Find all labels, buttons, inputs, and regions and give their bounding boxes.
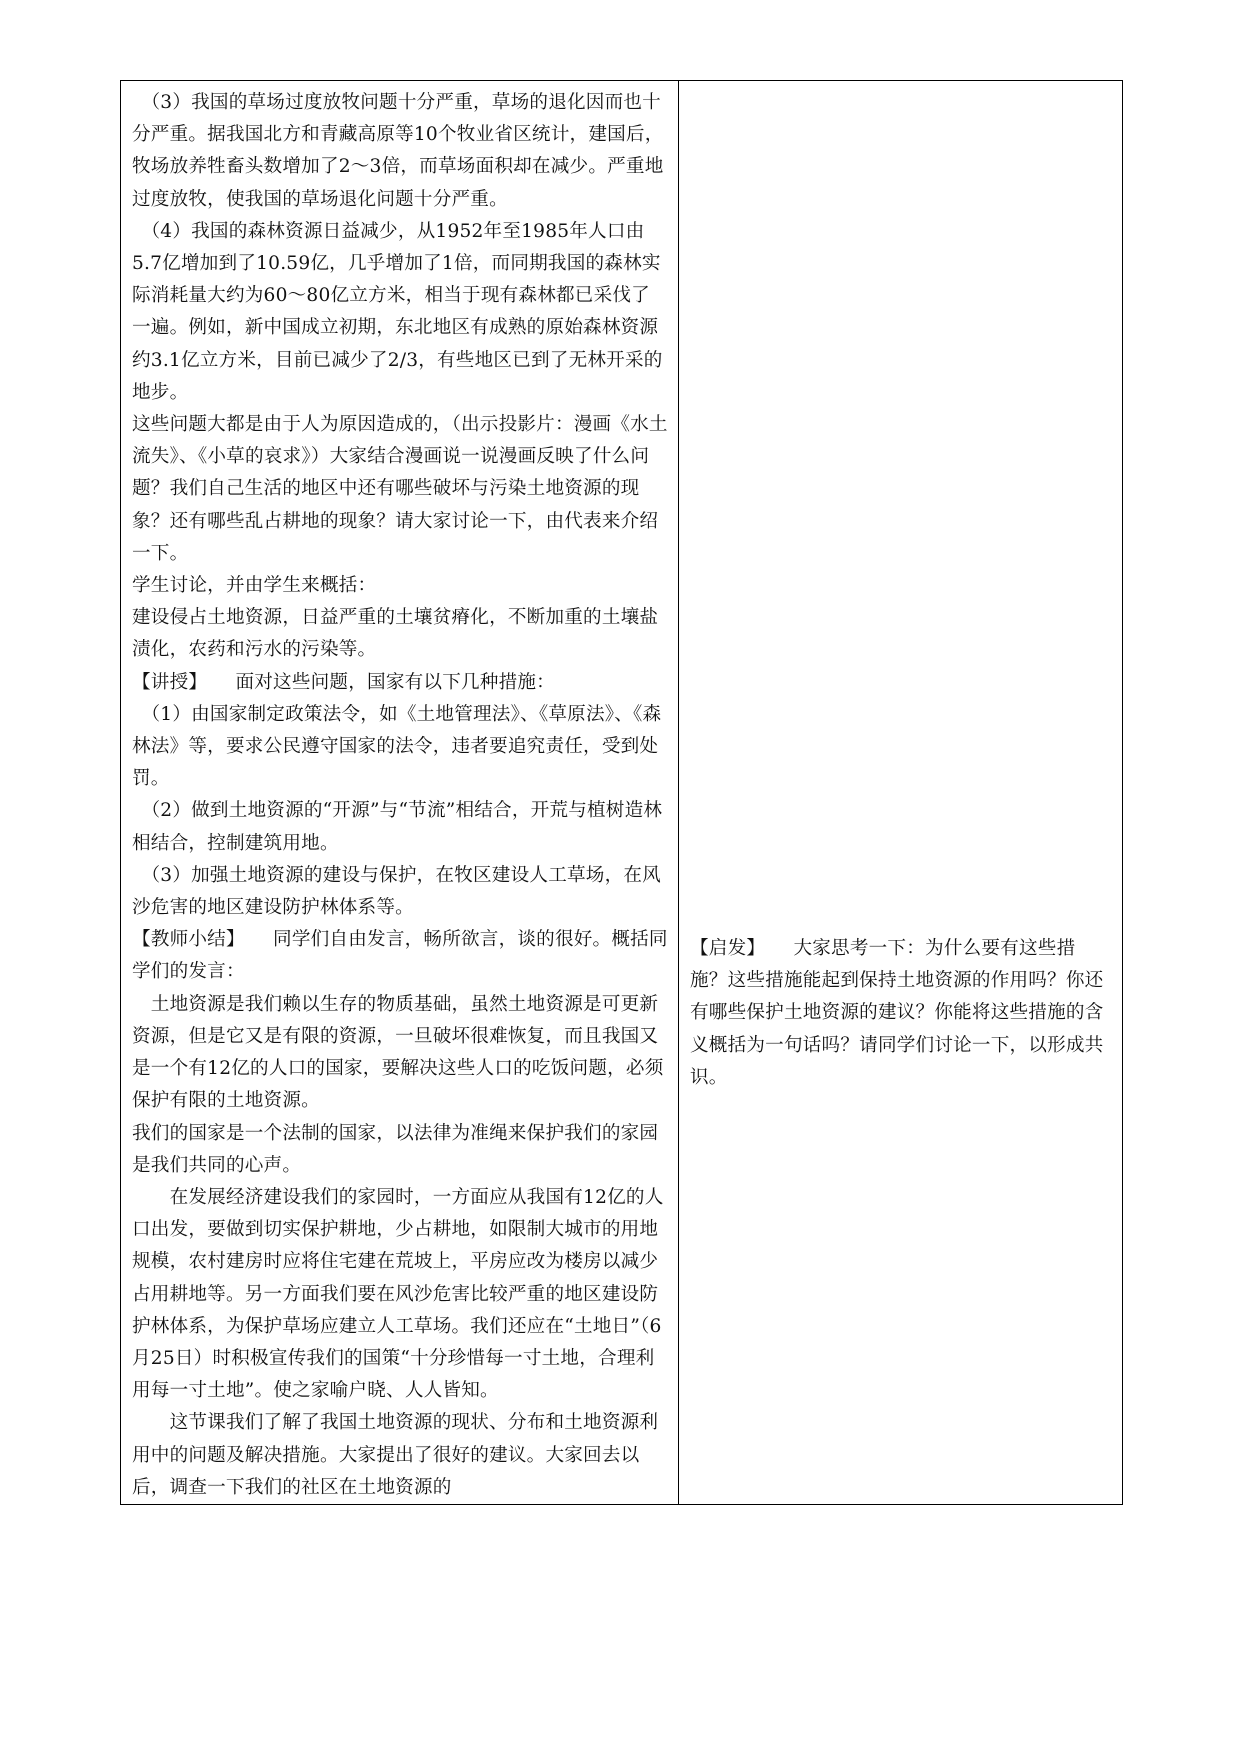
paragraph-inspiration: 【启发】 大家思考一下：为什么要有这些措施？这些措施能起到保持土地资源的作用吗？你还有哪些保护土地资源的建议？你能将这些措施的含义概括为一句话吗？请同学们讨论一下，以形成共识。 <box>690 938 1104 1088</box>
paragraph-measure-1: （1）由国家制定政策法令，如《土地管理法》、《草原法》、《森林法》等，要求公民遵守国家的法令，违者要追究责任，受到处罚。 <box>132 703 662 790</box>
teacher-notes-cell <box>679 81 1123 1505</box>
paragraph-cartoon-discussion: 这些问题大都是由于人为原因造成的，（出示投影片：漫画《水土流失》、《小草的哀求》）大家结合漫画说一说漫画反映了什么问题？我们自己生活的地区中还有哪些破坏与污染土地资源的现象？还有哪些乱占耕地的现象？请大家讨论一下，由代表来介绍一下。 <box>132 414 668 564</box>
paragraph-measure-3: （3）加强土地资源的建设与保护，在牧区建设人工草场，在风沙危害的地区建设防护林体系等。 <box>132 864 661 919</box>
paragraph-grassland: （3）我国的草场过度放牧问题十分严重，草场的退化因而也十分严重。据我国北方和青藏高原等10个牧业省区统计，建国后，牧场放养牲畜头数增加了2～3倍，而草场面积却在减少。严重地过度放牧，使我国的草场退化问题十分严重。 <box>132 92 664 210</box>
paragraph-economic-development: 在发展经济建设我们的家园时，一方面应从我国有12亿的人口出发，要做到切实保护耕地，少占耕地，如限制大城市的用地规模，农村建房时应将住宅建在荒坡上，平房应改为楼房以减少占用耕地等。另一方面我们要在风沙危害比较严重的地区建设防护林体系，为保护草场应建立人工草场。我们还应在“土地日”（6月25日）时积极宣传我们的国策“十分珍惜每一寸土地，合理利用每一寸土地”。使之家喻户晓、人人皆知。 <box>132 1186 664 1402</box>
paragraph-forest: （4）我国的森林资源日益减少，从1952年至1985年人口由5.7亿增加到了10.59亿，几乎增加了1倍，而同期我国的森林实际消耗量大约为60～80亿立方米，相当于现有森林都已采伐了一遍。例如，新中国成立初期，东北地区有成熟的原始森林资源约3.1亿立方米，目前已减少了2/3，有些地区已到了无林开采的地步。 <box>132 220 663 403</box>
paragraph-land-resource-basis: 土地资源是我们赖以生存的物质基础，虽然土地资源是可更新资源，但是它又是有限的资源，一旦破坏很难恢复，而且我国又是一个有12亿的人口的国家，要解决这些人口的吃饭问题，必须保护有限的土地资源。 <box>132 993 664 1112</box>
paragraph-student-summary: 建设侵占土地资源，日益严重的土壤贫瘠化，不断加重的土壤盐渍化，农药和污水的污染等。 <box>132 607 659 661</box>
teacher-notes-text <box>679 81 1122 1094</box>
paragraph-rule-of-law: 我们的国家是一个法制的国家，以法律为准绳来保护我们的家园是我们共同的心声。 <box>132 1122 659 1176</box>
paragraph-teacher-summary: 【教师小结】 同学们自由发言，畅所欲言，谈的很好。概括同学们的发言： <box>132 929 668 983</box>
teaching-content-text <box>121 81 678 1504</box>
paragraph-measure-2: （2）做到土地资源的“开源”与“节流”相结合，开荒与植树造林相结合，控制建筑用地。 <box>132 800 663 854</box>
paragraph-student-discussion: 学生讨论，并由学生来概括： <box>132 575 377 597</box>
teaching-content-cell <box>121 81 679 1505</box>
paragraph-lecture-heading: 【讲授】 面对这些问题，国家有以下几种措施： <box>132 671 555 693</box>
paragraph-lesson-review: 这节课我们了解了我国土地资源的现状、分布和土地资源利用中的问题及解决措施。大家提出了很好的建议。大家回去以后，调查一下我们的社区在土地资源的 <box>132 1412 659 1498</box>
table-row <box>121 81 1123 1505</box>
lesson-plan-table <box>120 80 1123 1505</box>
